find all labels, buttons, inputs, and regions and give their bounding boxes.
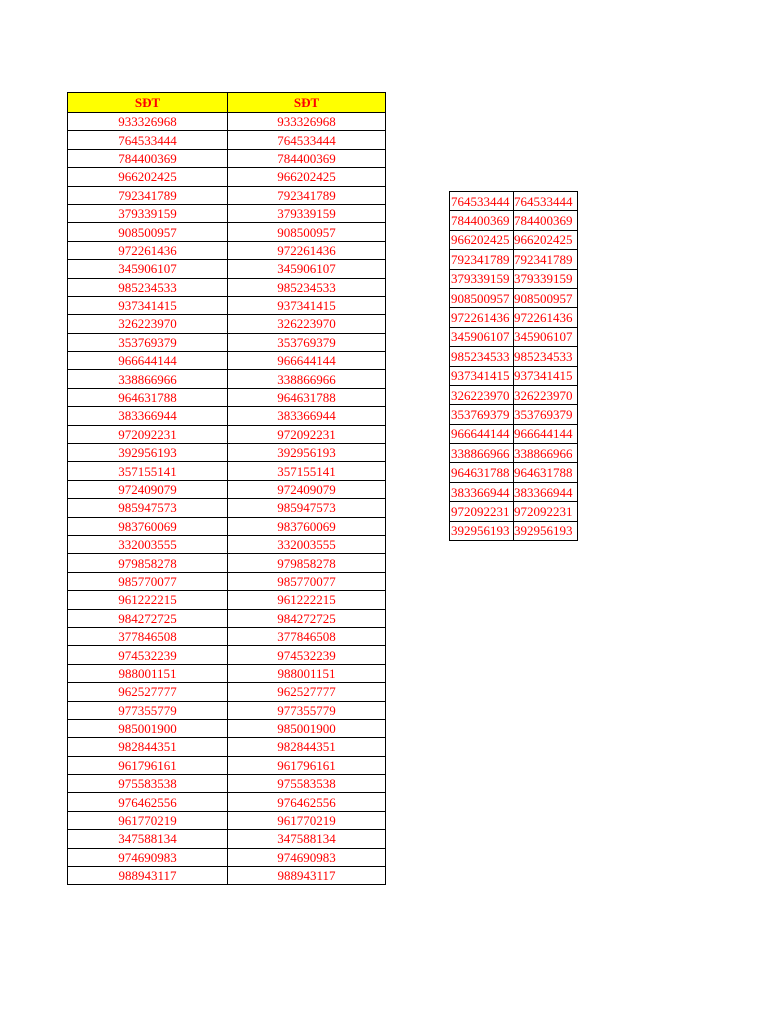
phone-cell[interactable]: 974532239: [68, 646, 228, 664]
table-row: [68, 738, 386, 756]
table-row: [450, 444, 578, 463]
table-row: [68, 848, 386, 866]
phone-cell[interactable]: 338866966: [68, 370, 228, 388]
phone-cell[interactable]: 961222215: [68, 591, 228, 609]
phone-cell[interactable]: 985770077: [68, 572, 228, 590]
phone-cell[interactable]: 326223970: [228, 315, 386, 333]
phone-cell[interactable]: 792341789: [450, 250, 514, 269]
phone-cell[interactable]: 377846508: [68, 627, 228, 645]
phone-cell[interactable]: 985234533: [514, 347, 578, 366]
table-row: [68, 241, 386, 259]
phone-cell[interactable]: 338866966: [514, 444, 578, 463]
phone-cell[interactable]: 332003555: [68, 535, 228, 553]
table-row: [68, 609, 386, 627]
phone-cell[interactable]: 353769379: [450, 405, 514, 424]
table-row: [68, 811, 386, 829]
phone-cell[interactable]: 338866966: [228, 370, 386, 388]
phone-cell[interactable]: 983760069: [228, 517, 386, 535]
phone-cell[interactable]: 975583538: [68, 775, 228, 793]
table-row: [450, 482, 578, 501]
phone-cell[interactable]: 985001900: [68, 719, 228, 737]
phone-cell[interactable]: 977355779: [68, 701, 228, 719]
table-row: [450, 308, 578, 327]
phone-cell[interactable]: 338866966: [450, 444, 514, 463]
phone-cell[interactable]: 345906107: [228, 260, 386, 278]
phone-cell[interactable]: 985001900: [228, 719, 386, 737]
phone-cell[interactable]: 357155141: [228, 462, 386, 480]
phone-cell[interactable]: 379339159: [450, 269, 514, 288]
table-row: [450, 385, 578, 404]
phone-cell[interactable]: 966202425: [514, 230, 578, 249]
phone-cell[interactable]: 332003555: [228, 535, 386, 553]
phone-cell[interactable]: 357155141: [68, 462, 228, 480]
phone-cell[interactable]: 764533444: [68, 131, 228, 149]
table-row: [450, 366, 578, 385]
table-row: [68, 186, 386, 204]
phone-cell[interactable]: 383366944: [228, 407, 386, 425]
table-row: [68, 591, 386, 609]
table-row: [68, 775, 386, 793]
phone-cell[interactable]: 326223970: [68, 315, 228, 333]
table-row: [68, 664, 386, 682]
table-row: [450, 211, 578, 230]
table-row: [68, 444, 386, 462]
table-row: [68, 499, 386, 517]
phone-table-main: [67, 92, 386, 885]
phone-cell[interactable]: 784400369: [228, 149, 386, 167]
phone-cell[interactable]: 379339159: [228, 204, 386, 222]
phone-cell[interactable]: 985947573: [68, 499, 228, 517]
phone-cell[interactable]: 345906107: [68, 260, 228, 278]
table-row: [68, 149, 386, 167]
phone-cell[interactable]: 383366944: [450, 482, 514, 501]
phone-cell[interactable]: 983760069: [68, 517, 228, 535]
phone-cell[interactable]: 937341415: [514, 366, 578, 385]
phone-cell[interactable]: 962527777: [68, 683, 228, 701]
phone-cell[interactable]: 975583538: [228, 775, 386, 793]
phone-cell[interactable]: 972092231: [450, 502, 514, 521]
phone-cell[interactable]: 792341789: [514, 250, 578, 269]
table-row: [68, 572, 386, 590]
phone-cell[interactable]: 964631788: [514, 463, 578, 482]
table-row: [68, 278, 386, 296]
phone-cell[interactable]: 964631788: [450, 463, 514, 482]
table-row: [68, 113, 386, 131]
phone-cell[interactable]: 985234533: [228, 278, 386, 296]
table-row: [68, 867, 386, 885]
phone-cell[interactable]: 985947573: [228, 499, 386, 517]
phone-cell[interactable]: 972092231: [228, 425, 386, 443]
table-row: [68, 480, 386, 498]
phone-cell[interactable]: 964631788: [228, 388, 386, 406]
phone-cell[interactable]: 972261436: [450, 308, 514, 327]
phone-cell[interactable]: 784400369: [450, 211, 514, 230]
table-row: [68, 719, 386, 737]
phone-cell[interactable]: 961796161: [68, 756, 228, 774]
table-row: [450, 288, 578, 307]
phone-cell[interactable]: 979858278: [68, 554, 228, 572]
phone-cell[interactable]: 326223970: [450, 385, 514, 404]
phone-cell[interactable]: 988001151: [68, 664, 228, 682]
phone-cell[interactable]: 933326968: [68, 113, 228, 131]
table-row: [68, 352, 386, 370]
phone-cell[interactable]: 976462556: [68, 793, 228, 811]
phone-cell[interactable]: 377846508: [228, 627, 386, 645]
phone-cell[interactable]: 974690983: [68, 848, 228, 866]
table-row: [68, 793, 386, 811]
phone-cell[interactable]: 985234533: [68, 278, 228, 296]
phone-cell[interactable]: 764533444: [514, 192, 578, 211]
table-row: [450, 230, 578, 249]
header-cell-sdt-1[interactable]: SĐT: [68, 93, 228, 113]
table-row: [450, 327, 578, 346]
table-row: [68, 627, 386, 645]
table-row: [450, 521, 578, 540]
phone-cell[interactable]: 353769379: [68, 333, 228, 351]
header-cell-sdt-2[interactable]: SĐT: [228, 93, 386, 113]
table-row: [450, 347, 578, 366]
table-row: [68, 168, 386, 186]
phone-cell[interactable]: 966202425: [228, 168, 386, 186]
phone-cell[interactable]: 972092231: [514, 502, 578, 521]
phone-cell[interactable]: 966644144: [228, 352, 386, 370]
phone-cell[interactable]: 392956193: [228, 444, 386, 462]
phone-cell[interactable]: 347588134: [68, 830, 228, 848]
phone-cell[interactable]: 345906107: [450, 327, 514, 346]
phone-cell[interactable]: 966644144: [514, 424, 578, 443]
phone-cell[interactable]: 988001151: [228, 664, 386, 682]
phone-cell[interactable]: 908500957: [68, 223, 228, 241]
phone-cell[interactable]: 345906107: [514, 327, 578, 346]
phone-cell[interactable]: 966202425: [68, 168, 228, 186]
phone-cell[interactable]: 962527777: [228, 683, 386, 701]
phone-cell[interactable]: 908500957: [450, 288, 514, 307]
phone-cell[interactable]: 977355779: [228, 701, 386, 719]
phone-cell[interactable]: 908500957: [514, 288, 578, 307]
table-row: [450, 424, 578, 443]
table-row: [450, 250, 578, 269]
phone-cell[interactable]: 764533444: [450, 192, 514, 211]
table-row: [68, 701, 386, 719]
phone-cell[interactable]: 972409079: [228, 480, 386, 498]
phone-cell[interactable]: 961796161: [228, 756, 386, 774]
table-row: [68, 407, 386, 425]
phone-cell[interactable]: 972261436: [514, 308, 578, 327]
table-row: [68, 204, 386, 222]
table-row: [450, 463, 578, 482]
phone-cell[interactable]: 984272725: [68, 609, 228, 627]
phone-cell[interactable]: 392956193: [450, 521, 514, 540]
table-row: [68, 830, 386, 848]
table-row: [68, 370, 386, 388]
table-row: [68, 554, 386, 572]
phone-cell[interactable]: 347588134: [228, 830, 386, 848]
table-row: [68, 535, 386, 553]
phone-cell[interactable]: 974532239: [228, 646, 386, 664]
table-row: [68, 388, 386, 406]
phone-cell[interactable]: 933326968: [228, 113, 386, 131]
table-row: [68, 296, 386, 314]
table-row: [68, 223, 386, 241]
header-row: [68, 93, 386, 113]
phone-cell[interactable]: 984272725: [228, 609, 386, 627]
phone-cell[interactable]: 353769379: [228, 333, 386, 351]
phone-cell[interactable]: 937341415: [228, 296, 386, 314]
phone-cell[interactable]: 982844351: [228, 738, 386, 756]
phone-cell[interactable]: 383366944: [514, 482, 578, 501]
phone-cell[interactable]: 982844351: [68, 738, 228, 756]
phone-cell[interactable]: 392956193: [514, 521, 578, 540]
phone-cell[interactable]: 937341415: [450, 366, 514, 385]
table-row: [68, 425, 386, 443]
phone-cell[interactable]: 964631788: [68, 388, 228, 406]
phone-cell[interactable]: 961770219: [68, 811, 228, 829]
phone-cell[interactable]: 966644144: [68, 352, 228, 370]
phone-cell[interactable]: 379339159: [514, 269, 578, 288]
phone-cell[interactable]: 792341789: [68, 186, 228, 204]
phone-cell[interactable]: 972261436: [228, 241, 386, 259]
phone-cell[interactable]: 379339159: [68, 204, 228, 222]
phone-cell[interactable]: 976462556: [228, 793, 386, 811]
phone-cell[interactable]: 985770077: [228, 572, 386, 590]
phone-cell[interactable]: 784400369: [68, 149, 228, 167]
table-row: [68, 683, 386, 701]
table-row: [450, 405, 578, 424]
phone-cell[interactable]: 985234533: [450, 347, 514, 366]
phone-cell[interactable]: 937341415: [68, 296, 228, 314]
phone-cell[interactable]: 392956193: [68, 444, 228, 462]
phone-cell[interactable]: 966644144: [450, 424, 514, 443]
phone-table-side: [449, 191, 578, 541]
table-row: [450, 502, 578, 521]
phone-cell[interactable]: 966202425: [450, 230, 514, 249]
phone-cell[interactable]: 784400369: [514, 211, 578, 230]
table-row: [450, 269, 578, 288]
phone-cell[interactable]: 974690983: [228, 848, 386, 866]
table-row: [68, 131, 386, 149]
table-row: [68, 756, 386, 774]
table-row: [450, 192, 578, 211]
phone-cell[interactable]: 961222215: [228, 591, 386, 609]
phone-cell[interactable]: 326223970: [514, 385, 578, 404]
phone-cell[interactable]: 764533444: [228, 131, 386, 149]
phone-cell[interactable]: 353769379: [514, 405, 578, 424]
table-row: [68, 517, 386, 535]
phone-cell[interactable]: 972261436: [68, 241, 228, 259]
table-row: [68, 315, 386, 333]
phone-cell[interactable]: 988943117: [68, 867, 228, 885]
table-row: [68, 646, 386, 664]
phone-cell[interactable]: 972092231: [68, 425, 228, 443]
phone-cell[interactable]: 961770219: [228, 811, 386, 829]
table-row: [68, 333, 386, 351]
phone-cell[interactable]: 908500957: [228, 223, 386, 241]
phone-cell[interactable]: 979858278: [228, 554, 386, 572]
table-row: [68, 462, 386, 480]
table-row: [68, 260, 386, 278]
phone-cell[interactable]: 972409079: [68, 480, 228, 498]
phone-cell[interactable]: 988943117: [228, 867, 386, 885]
phone-cell[interactable]: 792341789: [228, 186, 386, 204]
phone-cell[interactable]: 383366944: [68, 407, 228, 425]
